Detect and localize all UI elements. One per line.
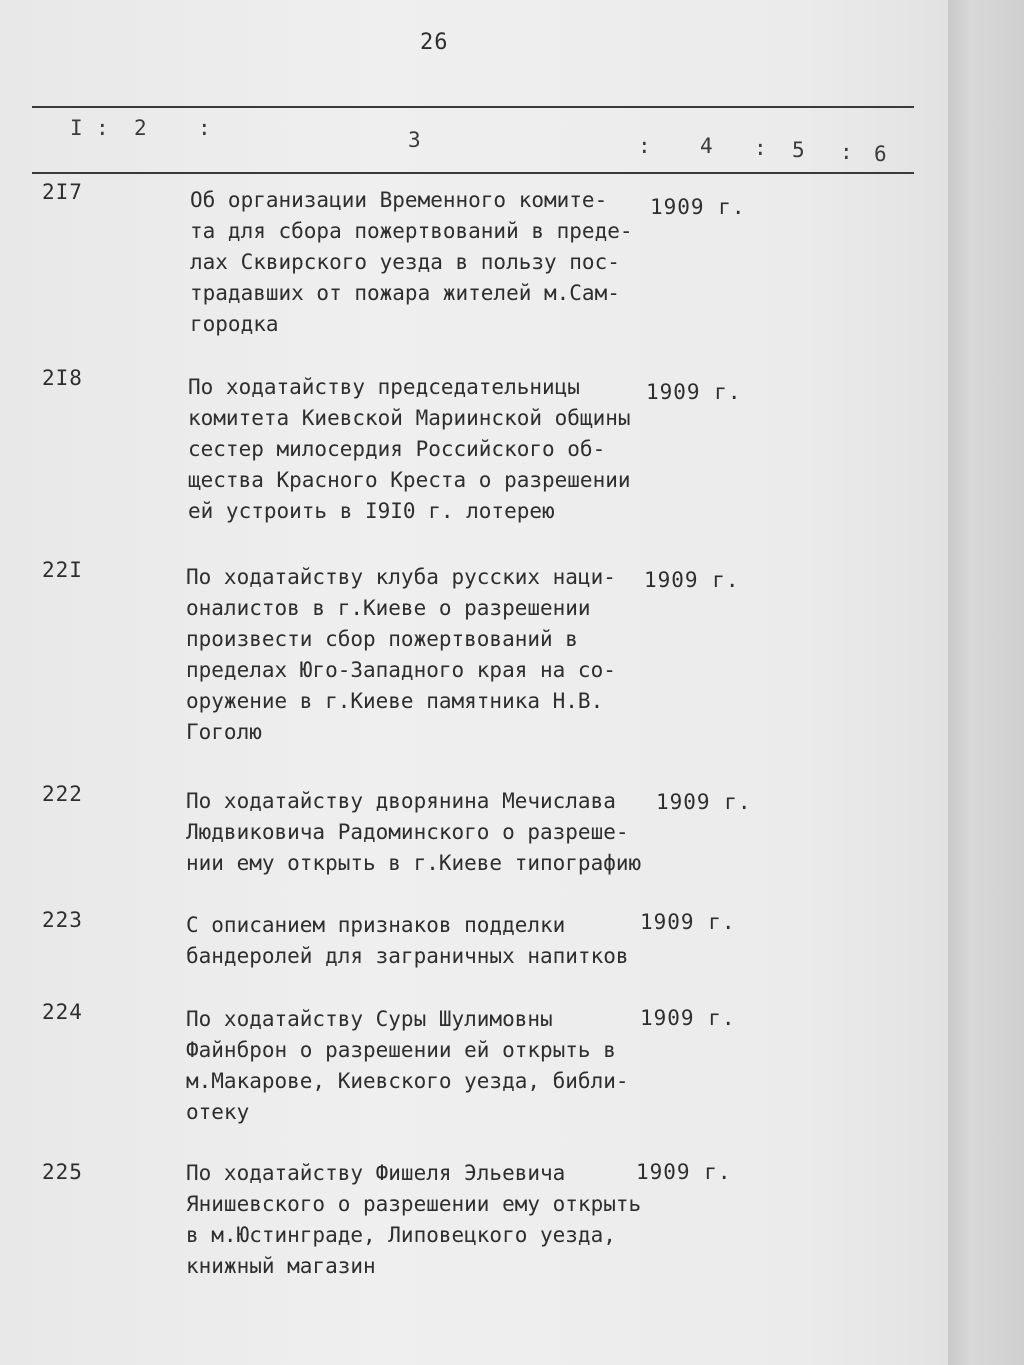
entry-date: 1909 г. — [640, 1006, 736, 1030]
page-edge — [948, 0, 1024, 1365]
header-col-6: 6 — [874, 142, 887, 166]
entry-text: Об организации Временного комите- та для сбора пожертвований в преде- лах Сквирского уезда в пользу пос- традавших от пожара жителей м.Сам- городка — [190, 188, 633, 336]
entry-number: 22I — [42, 558, 83, 582]
header-separator: : — [840, 140, 853, 164]
entry-date: 1909 г. — [636, 1160, 732, 1184]
entry-date: 1909 г. — [650, 195, 746, 219]
entry-date: 1909 г. — [644, 568, 740, 592]
header-col-2: 2 — [134, 116, 147, 140]
header-col-4: 4 — [700, 134, 713, 158]
header-col-1: I — [70, 116, 83, 140]
page-number: 26 — [420, 30, 449, 55]
header-separator: : — [754, 136, 767, 160]
header-separator: : — [198, 116, 211, 140]
entry-number: 224 — [42, 1000, 83, 1024]
header-top-rule — [32, 106, 914, 108]
entry-number: 225 — [42, 1160, 83, 1184]
entry-text: По ходатайству Фишеля Эльевича Янишевского о разрешении ему открыть в м.Юстинграде, Липовецкого уезда, книжный магазин — [186, 1161, 642, 1278]
entry-number: 2I7 — [42, 180, 83, 204]
header-bottom-rule — [32, 172, 914, 174]
entry-date: 1909 г. — [640, 910, 736, 934]
header-separator: : — [638, 134, 651, 158]
entry-date: 1909 г. — [646, 380, 742, 404]
entry-text: По ходатайству клуба русских наци- оналистов в г.Киеве о разрешении произвести сбор пожертвований в пределах Юго-Западного края на со- оружение в г.Киеве памятника Н.В. Гоголю — [186, 565, 616, 744]
entry-text: По ходатайству председательницы комитета Киевской Мариинской общины сестер милосердия Российского об- щества Красного Креста о разрешении ей устроить в I9I0 г. лотерею — [188, 375, 631, 523]
entry-text: По ходатайству Суры Шулимовны Файнброн о разрешении ей открыть в м.Макарове, Киевского уезда, библи- отеку — [186, 1007, 629, 1124]
header-col-3: 3 — [408, 128, 421, 152]
entry-date: 1909 г. — [656, 790, 752, 814]
header-separator: : — [96, 116, 109, 140]
entry-text: По ходатайству дворянина Мечислава Людвиковича Радоминского о разреше- нии ему открыть в г.Киеве типографию — [186, 789, 642, 875]
entry-number: 223 — [42, 908, 83, 932]
header-col-5: 5 — [792, 138, 805, 162]
entry-text: С описанием признаков подделки бандеролей для заграничных напитков — [186, 913, 629, 968]
entry-number: 2I8 — [42, 366, 83, 390]
entry-number: 222 — [42, 782, 83, 806]
